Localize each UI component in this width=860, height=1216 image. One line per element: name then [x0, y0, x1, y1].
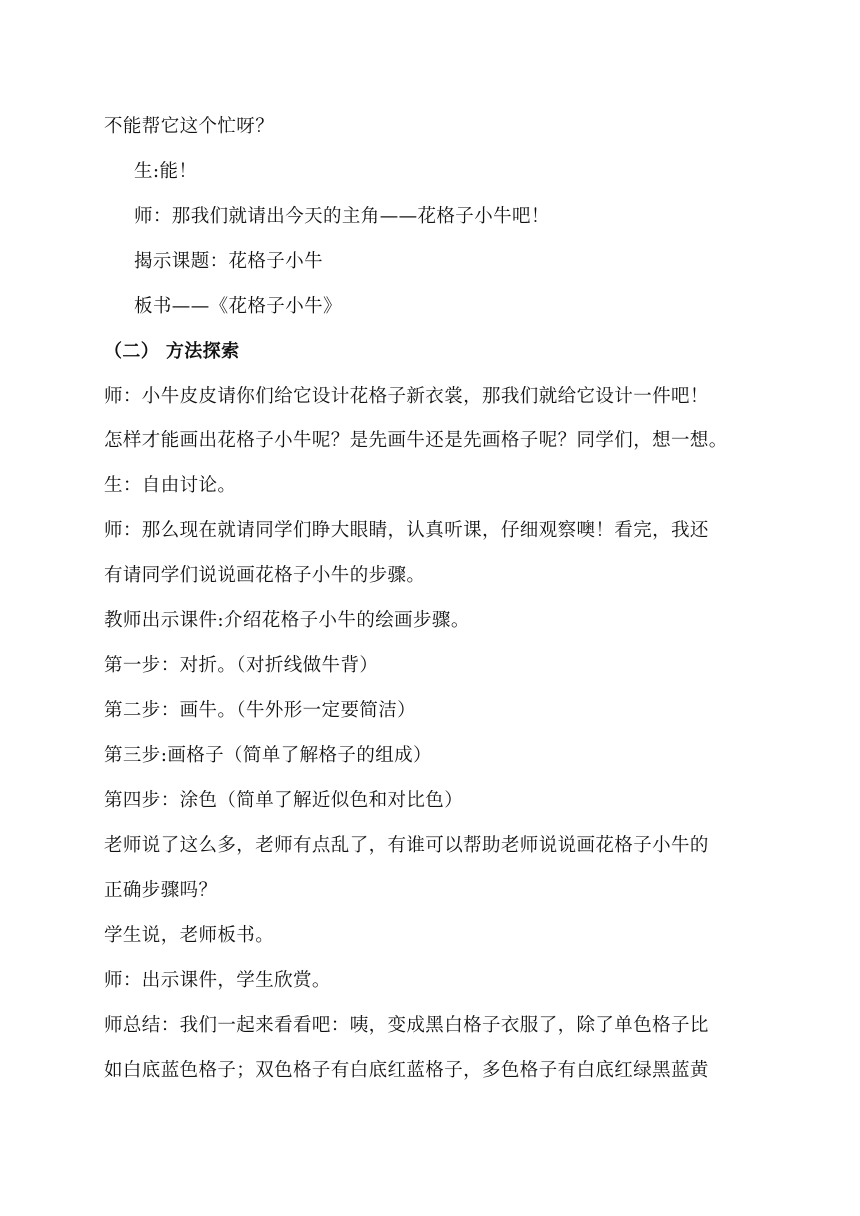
text-line: 正确步骤吗？	[104, 880, 218, 901]
text-line: 第二步：画牛。（牛外形一定要简洁）	[104, 700, 417, 721]
text-line: 师：那我们就请出今天的主角——花格子小牛吧！	[134, 206, 550, 227]
text-line: 教师出示课件:介绍花格子小牛的绘画步骤。	[104, 610, 470, 631]
text-line: 第一步：对折。（对折线做牛背）	[104, 655, 379, 676]
section-heading: （二） 方法探索	[104, 341, 240, 362]
text-line: 板书——《花格子小牛》	[134, 296, 342, 317]
text-line: 如白底蓝色格子；双色格子有白底红蓝格子，多色格子有白底红绿黑蓝黄	[104, 1060, 709, 1081]
text-line: 师：那么现在就请同学们睁大眼睛，认真听课，仔细观察噢！看完，我还	[104, 520, 709, 541]
text-line: 有请同学们说说画花格子小牛的步骤。	[104, 565, 426, 586]
text-line: 怎样才能画出花格子小牛呢？是先画牛还是先画格子呢？同学们，想一想。	[104, 430, 728, 451]
text-line: 学生说，老师板书。	[104, 925, 275, 946]
text-line: 老师说了这么多，老师有点乱了，有谁可以帮助老师说说画花格子小牛的	[104, 835, 709, 856]
text-line: 生：自由讨论。	[104, 475, 237, 496]
text-line: 第三步:画格子（简单了解格子的组成）	[104, 745, 432, 766]
text-line: 师总结：我们一起来看看吧：咦，变成黑白格子衣服了，除了单色格子比	[104, 1015, 709, 1036]
text-line: 师：出示课件，学生欣赏。	[104, 970, 331, 991]
text-line: 生:能！	[134, 161, 198, 182]
text-line: 揭示课题：花格子小牛	[134, 251, 324, 272]
text-line: 不能帮它这个忙呀？	[104, 116, 275, 137]
text-line: 师：小牛皮皮请你们给它设计花格子新衣裳，那我们就给它设计一件吧！	[104, 386, 709, 407]
text-line: 第四步：涂色（简单了解近似色和对比色）	[104, 790, 464, 811]
